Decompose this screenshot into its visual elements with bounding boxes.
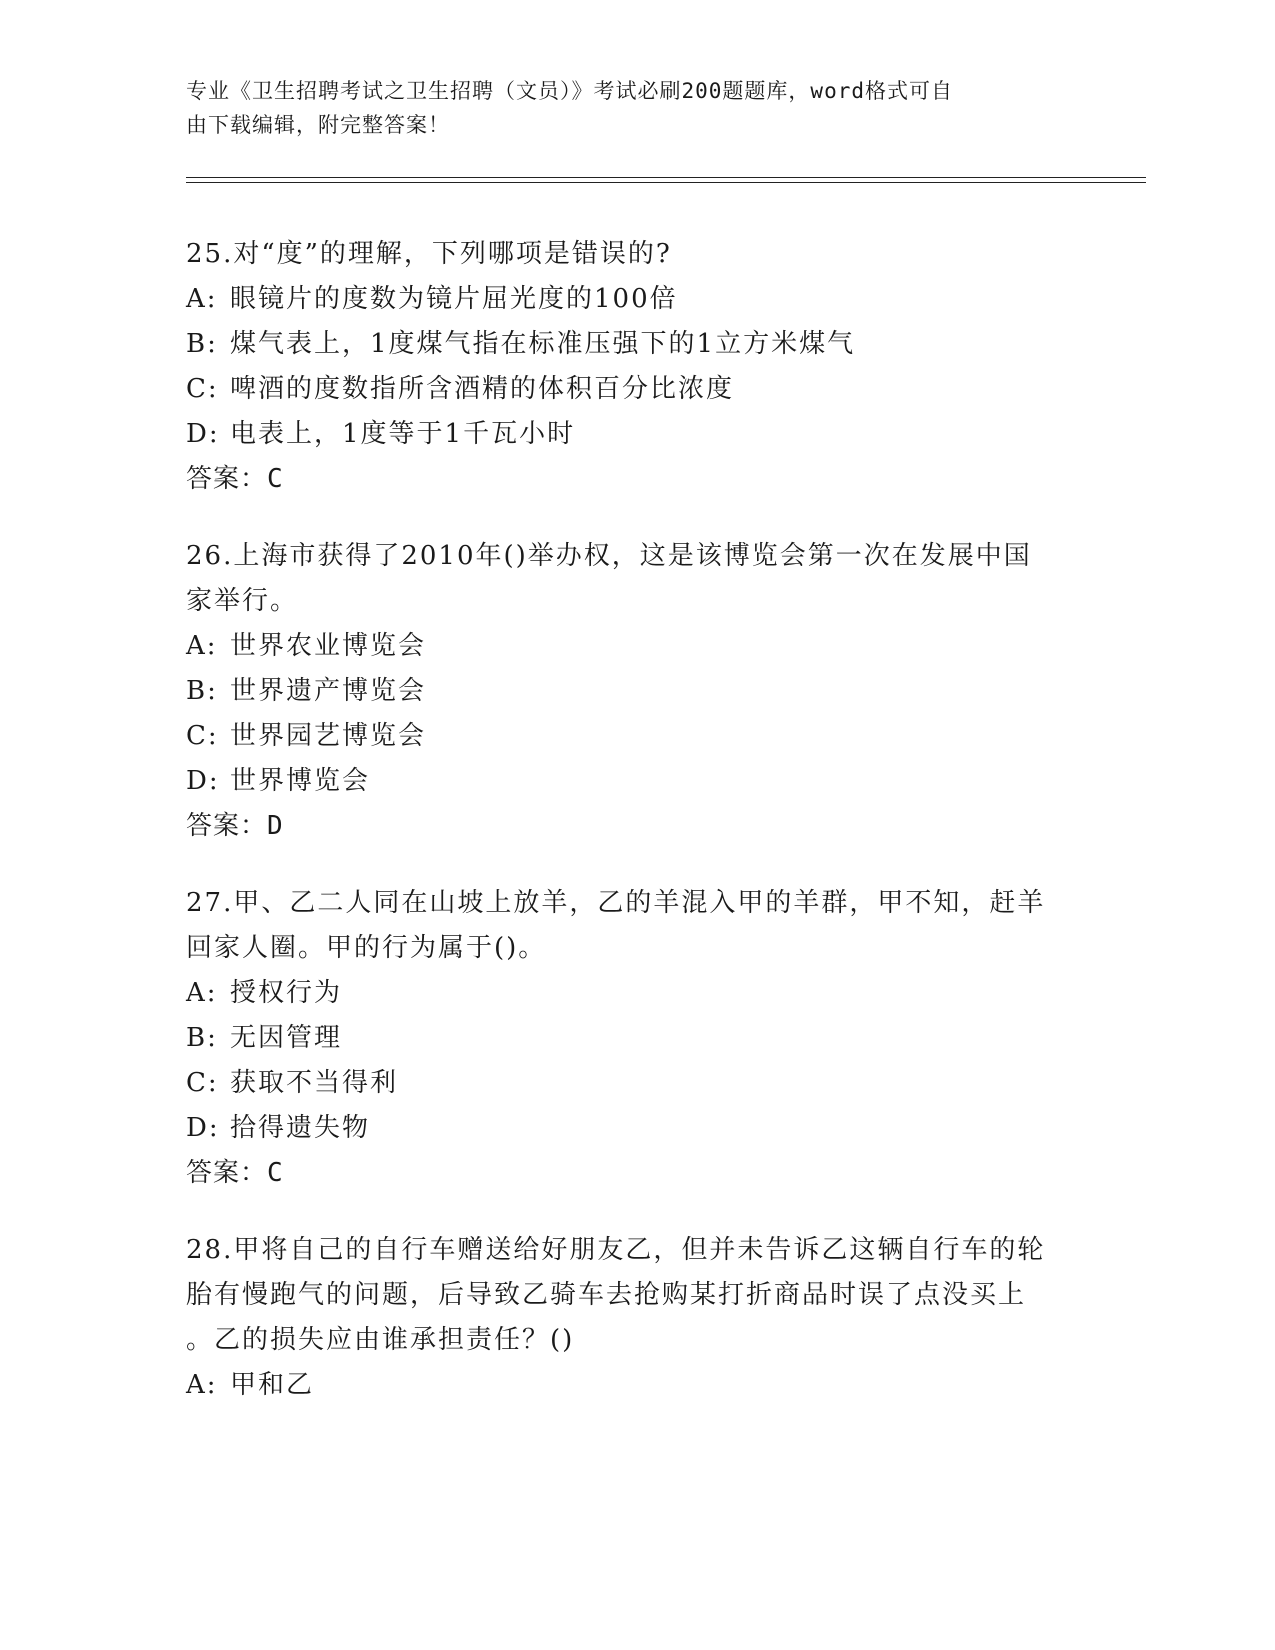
option-key: A:	[186, 284, 218, 314]
option-a	[186, 277, 1076, 322]
option-b	[186, 322, 1076, 367]
option-key: C:	[186, 374, 219, 404]
header-line-1: 专业《卫生招聘考试之卫生招聘（文员）》考试必刷200题题库，word格式可自	[186, 79, 953, 103]
question-25	[186, 232, 1076, 502]
option-text: 拾得遗失物	[230, 1113, 371, 1143]
option-text: 电表上，1度等于1千瓦小时	[230, 419, 576, 449]
option-text: 煤气表上，1度煤气指在标准压强下的1立方米煤气	[230, 329, 856, 359]
question-text: 家举行。	[186, 586, 299, 616]
option-a	[186, 624, 1076, 669]
question-text: 28.甲将自己的自行车赠送给好朋友乙，但并未告诉乙这辆自行车的轮	[186, 1235, 1046, 1265]
option-c	[186, 367, 1076, 412]
option-text: 眼镜片的度数为镜片屈光度的100倍	[230, 284, 678, 314]
option-b	[186, 1016, 1076, 1061]
option-text: 啤酒的度数指所含酒精的体积百分比浓度	[230, 374, 735, 404]
option-d	[186, 759, 1076, 804]
answer: 答案：C	[186, 1158, 284, 1188]
option-text: 无因管理	[230, 1023, 343, 1053]
option-text: 世界园艺博览会	[230, 721, 427, 751]
header-rule-top	[186, 177, 1146, 178]
option-text: 甲和乙	[230, 1370, 315, 1400]
option-d	[186, 1106, 1076, 1151]
header-rule-bottom	[186, 182, 1146, 183]
option-key: A:	[186, 978, 218, 1008]
question-text: 25.对“度”的理解，下列哪项是错误的?	[186, 239, 672, 269]
option-text: 世界遗产博览会	[230, 676, 427, 706]
option-a	[186, 971, 1076, 1016]
question-28	[186, 1228, 1076, 1408]
option-key: A:	[186, 1370, 218, 1400]
question-text: 。乙的损失应由谁承担责任？()	[186, 1325, 575, 1355]
option-key: B:	[186, 1023, 218, 1053]
question-list	[186, 232, 1076, 1440]
option-key: D:	[186, 419, 220, 449]
option-key: D:	[186, 766, 220, 796]
header-line-2: 由下载编辑，附完整答案！	[186, 113, 450, 137]
question-27	[186, 881, 1076, 1196]
answer: 答案：C	[186, 464, 284, 494]
option-c	[186, 1061, 1076, 1106]
question-text: 回家人圈。甲的行为属于()。	[186, 933, 547, 963]
option-c	[186, 714, 1076, 759]
option-a	[186, 1363, 1076, 1408]
question-text: 胎有慢跑气的问题，后导致乙骑车去抢购某打折商品时误了点没买上	[186, 1280, 1027, 1310]
question-26	[186, 534, 1076, 849]
question-text: 26.上海市获得了2010年()举办权，这是该博览会第一次在发展中国	[186, 541, 1032, 571]
option-key: A:	[186, 631, 218, 661]
option-key: B:	[186, 329, 218, 359]
option-text: 世界农业博览会	[230, 631, 427, 661]
option-key: C:	[186, 1068, 219, 1098]
option-b	[186, 669, 1076, 714]
option-text: 获取不当得利	[230, 1068, 399, 1098]
document-header	[186, 74, 1066, 142]
question-text: 27.甲、乙二人同在山坡上放羊，乙的羊混入甲的羊群，甲不知，赶羊	[186, 888, 1046, 918]
option-d	[186, 412, 1076, 457]
option-key: B:	[186, 676, 218, 706]
option-text: 授权行为	[230, 978, 343, 1008]
option-key: C:	[186, 721, 219, 751]
option-text: 世界博览会	[230, 766, 371, 796]
option-key: D:	[186, 1113, 220, 1143]
answer: 答案：D	[186, 811, 284, 841]
